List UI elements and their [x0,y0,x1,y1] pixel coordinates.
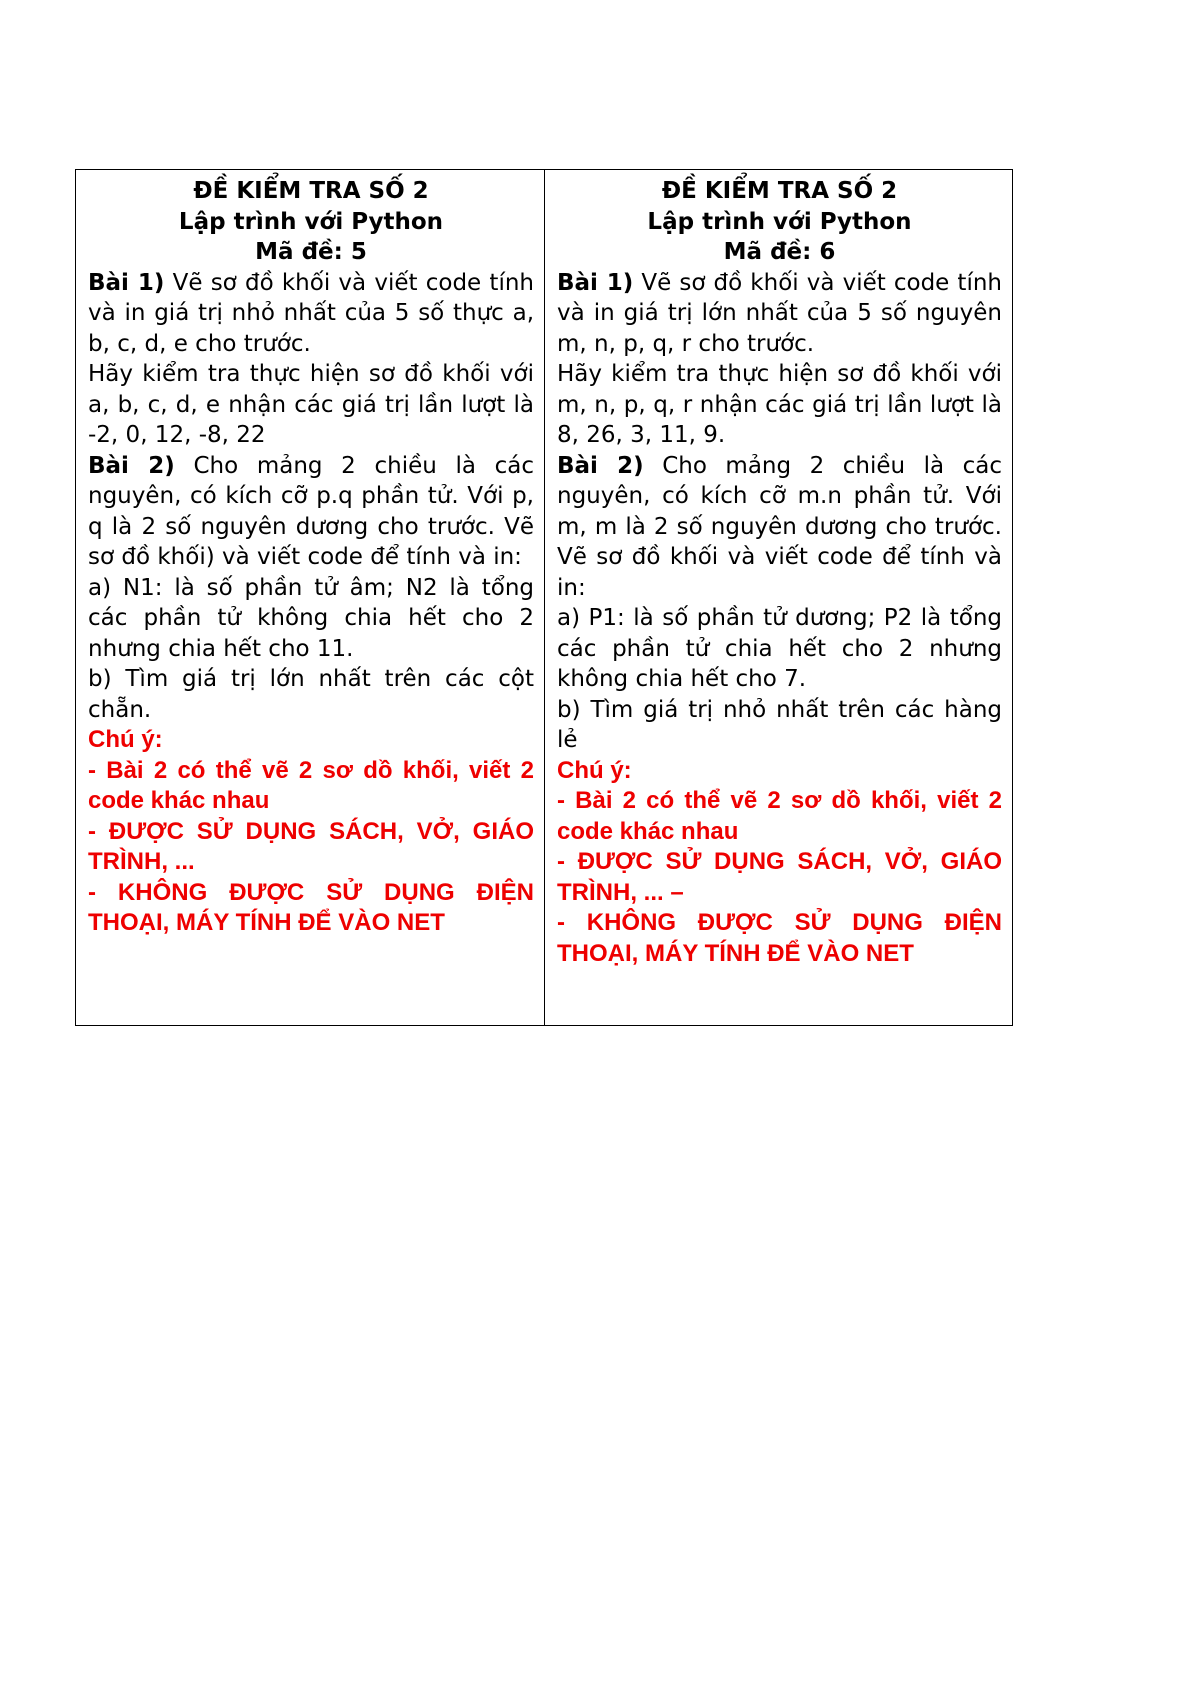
question-2-part-a: a) N1: là số phần tử âm; N2 là tổng các phần tử không chia hết cho 2 nhưng chia hết cho 11. [88,574,534,662]
question-2-part-b: b) Tìm giá trị nhỏ nhất trên các hàng lẻ [557,696,1002,753]
exam-code: Mã đề: 6 [723,239,836,265]
note-item: - Bài 2 có thể vẽ 2 sơ dồ khối, viết 2 code khác nhau [88,756,534,814]
question-1 [557,268,1002,360]
note-item: - Bài 2 có thể vẽ 2 sơ dồ khối, viết 2 code khác nhau [557,787,1002,845]
question-2-part-b: b) Tìm giá trị lớn nhất trên các cột chẵn. [88,666,534,723]
exam-title: ĐỀ KIỂM TRA SỐ 2 [661,178,898,204]
question-1-check: Hãy kiểm tra thực hiện sơ đồ khối với a, b, c, d, e nhận các giá trị lần lượt là -2, 0, 12, -8, 22 [88,361,534,448]
note-item: - ĐƯỢC SỬ DỤNG SÁCH, VỞ, GIÁO TRÌNH, ... – [557,848,1002,906]
question-2 [88,451,534,573]
question-2-text: Cho mảng 2 chiều là các nguyên, có kích cỡ p.q phần tử. Với p, q là 2 số nguyên dương cho trước. Vẽ sơ đồ khối) và viết code để tính và in: [88,452,534,570]
question-1-label: Bài 1) [557,269,634,296]
exam-cell-code-6 [544,170,1012,1025]
exam-title: ĐỀ KIỂM TRA SỐ 2 [193,178,429,204]
note-title: Chú ý: [88,726,163,753]
question-2-label: Bài 2) [88,452,175,479]
question-2-part-a: a) P1: là số phần tử dương; P2 là tổng các phần tử chia hết cho 2 nhưng không chia hết cho 7. [557,605,1002,692]
question-1-check: Hãy kiểm tra thực hiện sơ đồ khối với m, n, p, q, r nhận các giá trị lần lượt là 8, 26, 3, 11, 9. [557,361,1002,448]
question-1 [88,268,534,360]
note-title: Chú ý: [557,756,632,784]
exam-table [75,169,1013,1026]
question-2-text: Cho mảng 2 chiều là các nguyên, có kích cỡ m.n phần tử. Với m, m là 2 số nguyên dương cho trước. Vẽ sơ đồ khối và viết code để tính và in: [557,452,1002,601]
exam-code: Mã đề: 5 [255,239,367,265]
question-1-text: Vẽ sơ đồ khối và viết code tính và in giá trị lớn nhất của 5 số nguyên m, n, p, q, r cho trước. [557,269,1002,357]
exam-subtitle: Lập trình với Python [647,208,912,235]
question-2 [557,451,1002,604]
exam-cell-code-5 [76,170,544,1025]
note-item: - KHÔNG ĐƯỢC SỬ DỤNG ĐIỆN THOẠI, MÁY TÍNH ĐỂ VÀO NET [557,909,1002,967]
exam-subtitle: Lập trình với Python [178,208,444,235]
note-item: - KHÔNG ĐƯỢC SỬ DỤNG ĐIỆN THOẠI, MÁY TÍNH ĐỂ VÀO NET [88,878,534,936]
question-1-text: Vẽ sơ đồ khối và viết code tính và in giá trị nhỏ nhất của 5 số thực a, b, c, d, e cho trước. [88,269,534,357]
question-2-label: Bài 2) [557,452,644,479]
question-1-label: Bài 1) [88,269,165,296]
note-item: - ĐƯỢC SỬ DỤNG SÁCH, VỞ, GIÁO TRÌNH, ... [88,817,534,875]
